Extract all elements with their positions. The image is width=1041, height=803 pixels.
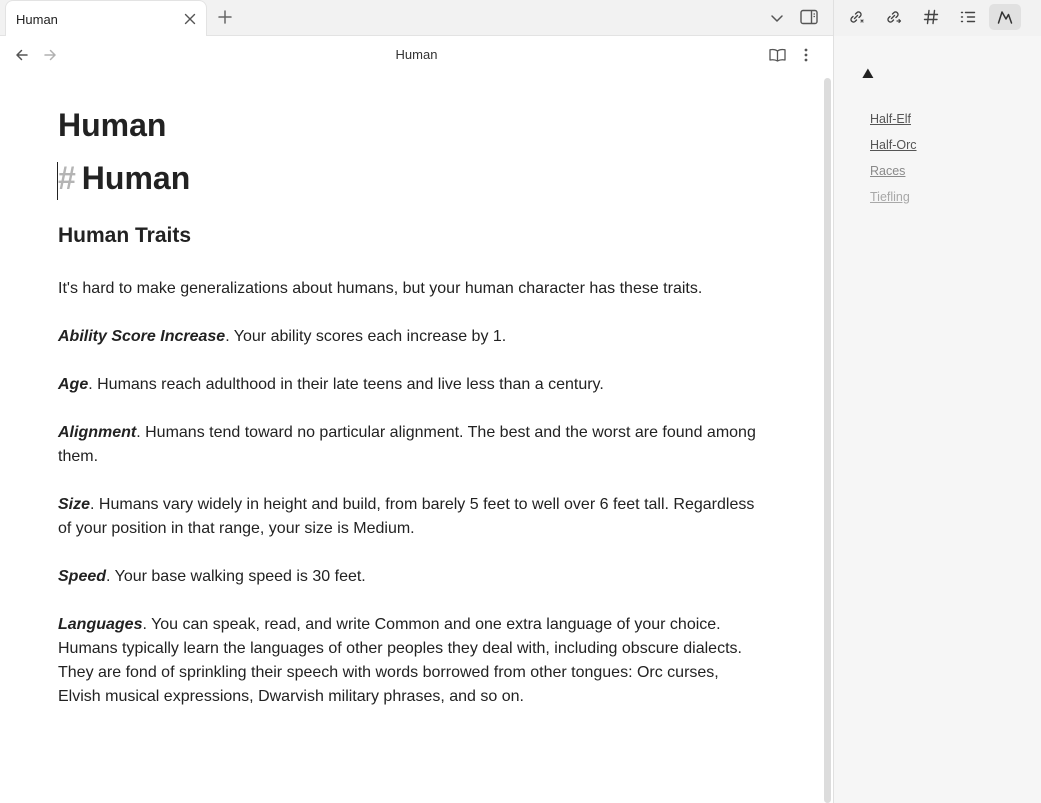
paragraph-label: Age bbox=[58, 376, 89, 393]
heading-1[interactable] bbox=[58, 160, 190, 197]
paragraph-text: . Humans reach adulthood in their late teens and live less than a century. bbox=[88, 376, 604, 393]
more-vertical-icon[interactable] bbox=[798, 46, 814, 64]
view-title[interactable]: Human bbox=[395, 47, 438, 62]
tags-icon bbox=[922, 8, 940, 26]
paragraph-label: Languages bbox=[58, 616, 143, 633]
inline-title[interactable]: Human bbox=[58, 107, 167, 143]
paragraph-text: . You can speak, read, and write Common and one extra language of your choice. Humans typically learn the languages of other peoples they deal with, including obscure dialects. They are fond of sprinkling their speech with words borrowed from other tongues: Orc curses, Elvish musical expressions, Dwarvish military phrases, and so on. bbox=[58, 616, 742, 705]
view-header bbox=[0, 36, 833, 74]
graph-node-races[interactable]: Races bbox=[870, 164, 906, 178]
outline-button[interactable] bbox=[952, 4, 984, 30]
tab-title: Human bbox=[16, 12, 58, 27]
heading-1-text: Human bbox=[81, 160, 191, 196]
paragraph-languages[interactable] bbox=[58, 613, 758, 709]
scrollbar[interactable] bbox=[822, 74, 833, 803]
right-sidebar bbox=[833, 0, 1041, 803]
backlinks-button[interactable] bbox=[840, 4, 872, 30]
paragraph-text: . Humans vary widely in height and build, from barely 5 feet to well over 6 feet tall. Regardless of your position in that range, your size is Medium. bbox=[58, 496, 755, 537]
paragraph-intro[interactable] bbox=[58, 277, 758, 301]
paragraph-size[interactable] bbox=[58, 493, 758, 541]
local-graph-button[interactable] bbox=[989, 4, 1021, 30]
heading-marker: # bbox=[58, 160, 76, 196]
tags-button[interactable] bbox=[915, 4, 947, 30]
paragraph-text: . Your ability scores each increase by 1. bbox=[225, 328, 507, 345]
paragraph-label: Alignment bbox=[58, 424, 137, 441]
paragraph-text: It's hard to make generalizations about humans, but your human character has these traits. bbox=[58, 280, 703, 297]
right-sidebar-toolbar bbox=[834, 0, 1041, 36]
graph-icon bbox=[996, 8, 1014, 26]
scrollbar-thumb[interactable] bbox=[824, 78, 831, 803]
paragraph-text: . Your base walking speed is 30 feet. bbox=[106, 568, 366, 585]
paragraph-label: Ability Score Increase bbox=[58, 328, 226, 345]
paragraph-label: Size bbox=[58, 496, 91, 513]
outgoing-links-icon bbox=[884, 8, 902, 26]
book-open-icon[interactable] bbox=[768, 46, 787, 64]
graph-node-half-elf[interactable]: Half-Elf bbox=[870, 112, 911, 126]
chevron-down-icon[interactable] bbox=[768, 9, 786, 27]
graph-node-half-orc[interactable]: Half-Orc bbox=[870, 138, 917, 152]
paragraph-ability[interactable] bbox=[58, 325, 758, 349]
outgoing-links-button[interactable] bbox=[877, 4, 909, 30]
tab-human[interactable] bbox=[5, 0, 207, 36]
paragraph-speed[interactable] bbox=[58, 565, 758, 589]
outline-icon bbox=[959, 8, 977, 26]
paragraph-alignment[interactable] bbox=[58, 421, 758, 469]
paragraph-age[interactable] bbox=[58, 373, 758, 397]
tab-bar bbox=[0, 0, 833, 36]
sidebar-toggle-icon[interactable] bbox=[799, 7, 819, 27]
mountain-icon: ⛰ bbox=[862, 65, 874, 81]
paragraph-text: . Humans tend toward no particular alignment. The best and the worst are found among them. bbox=[58, 424, 756, 465]
close-icon[interactable] bbox=[182, 11, 198, 27]
graph-node-tiefling[interactable]: Tiefling bbox=[870, 190, 910, 204]
paragraph-label: Speed bbox=[58, 568, 107, 585]
plus-icon[interactable] bbox=[216, 8, 234, 26]
editor[interactable] bbox=[0, 74, 822, 803]
heading-2[interactable]: Human Traits bbox=[58, 224, 192, 247]
backlinks-icon bbox=[847, 8, 865, 26]
